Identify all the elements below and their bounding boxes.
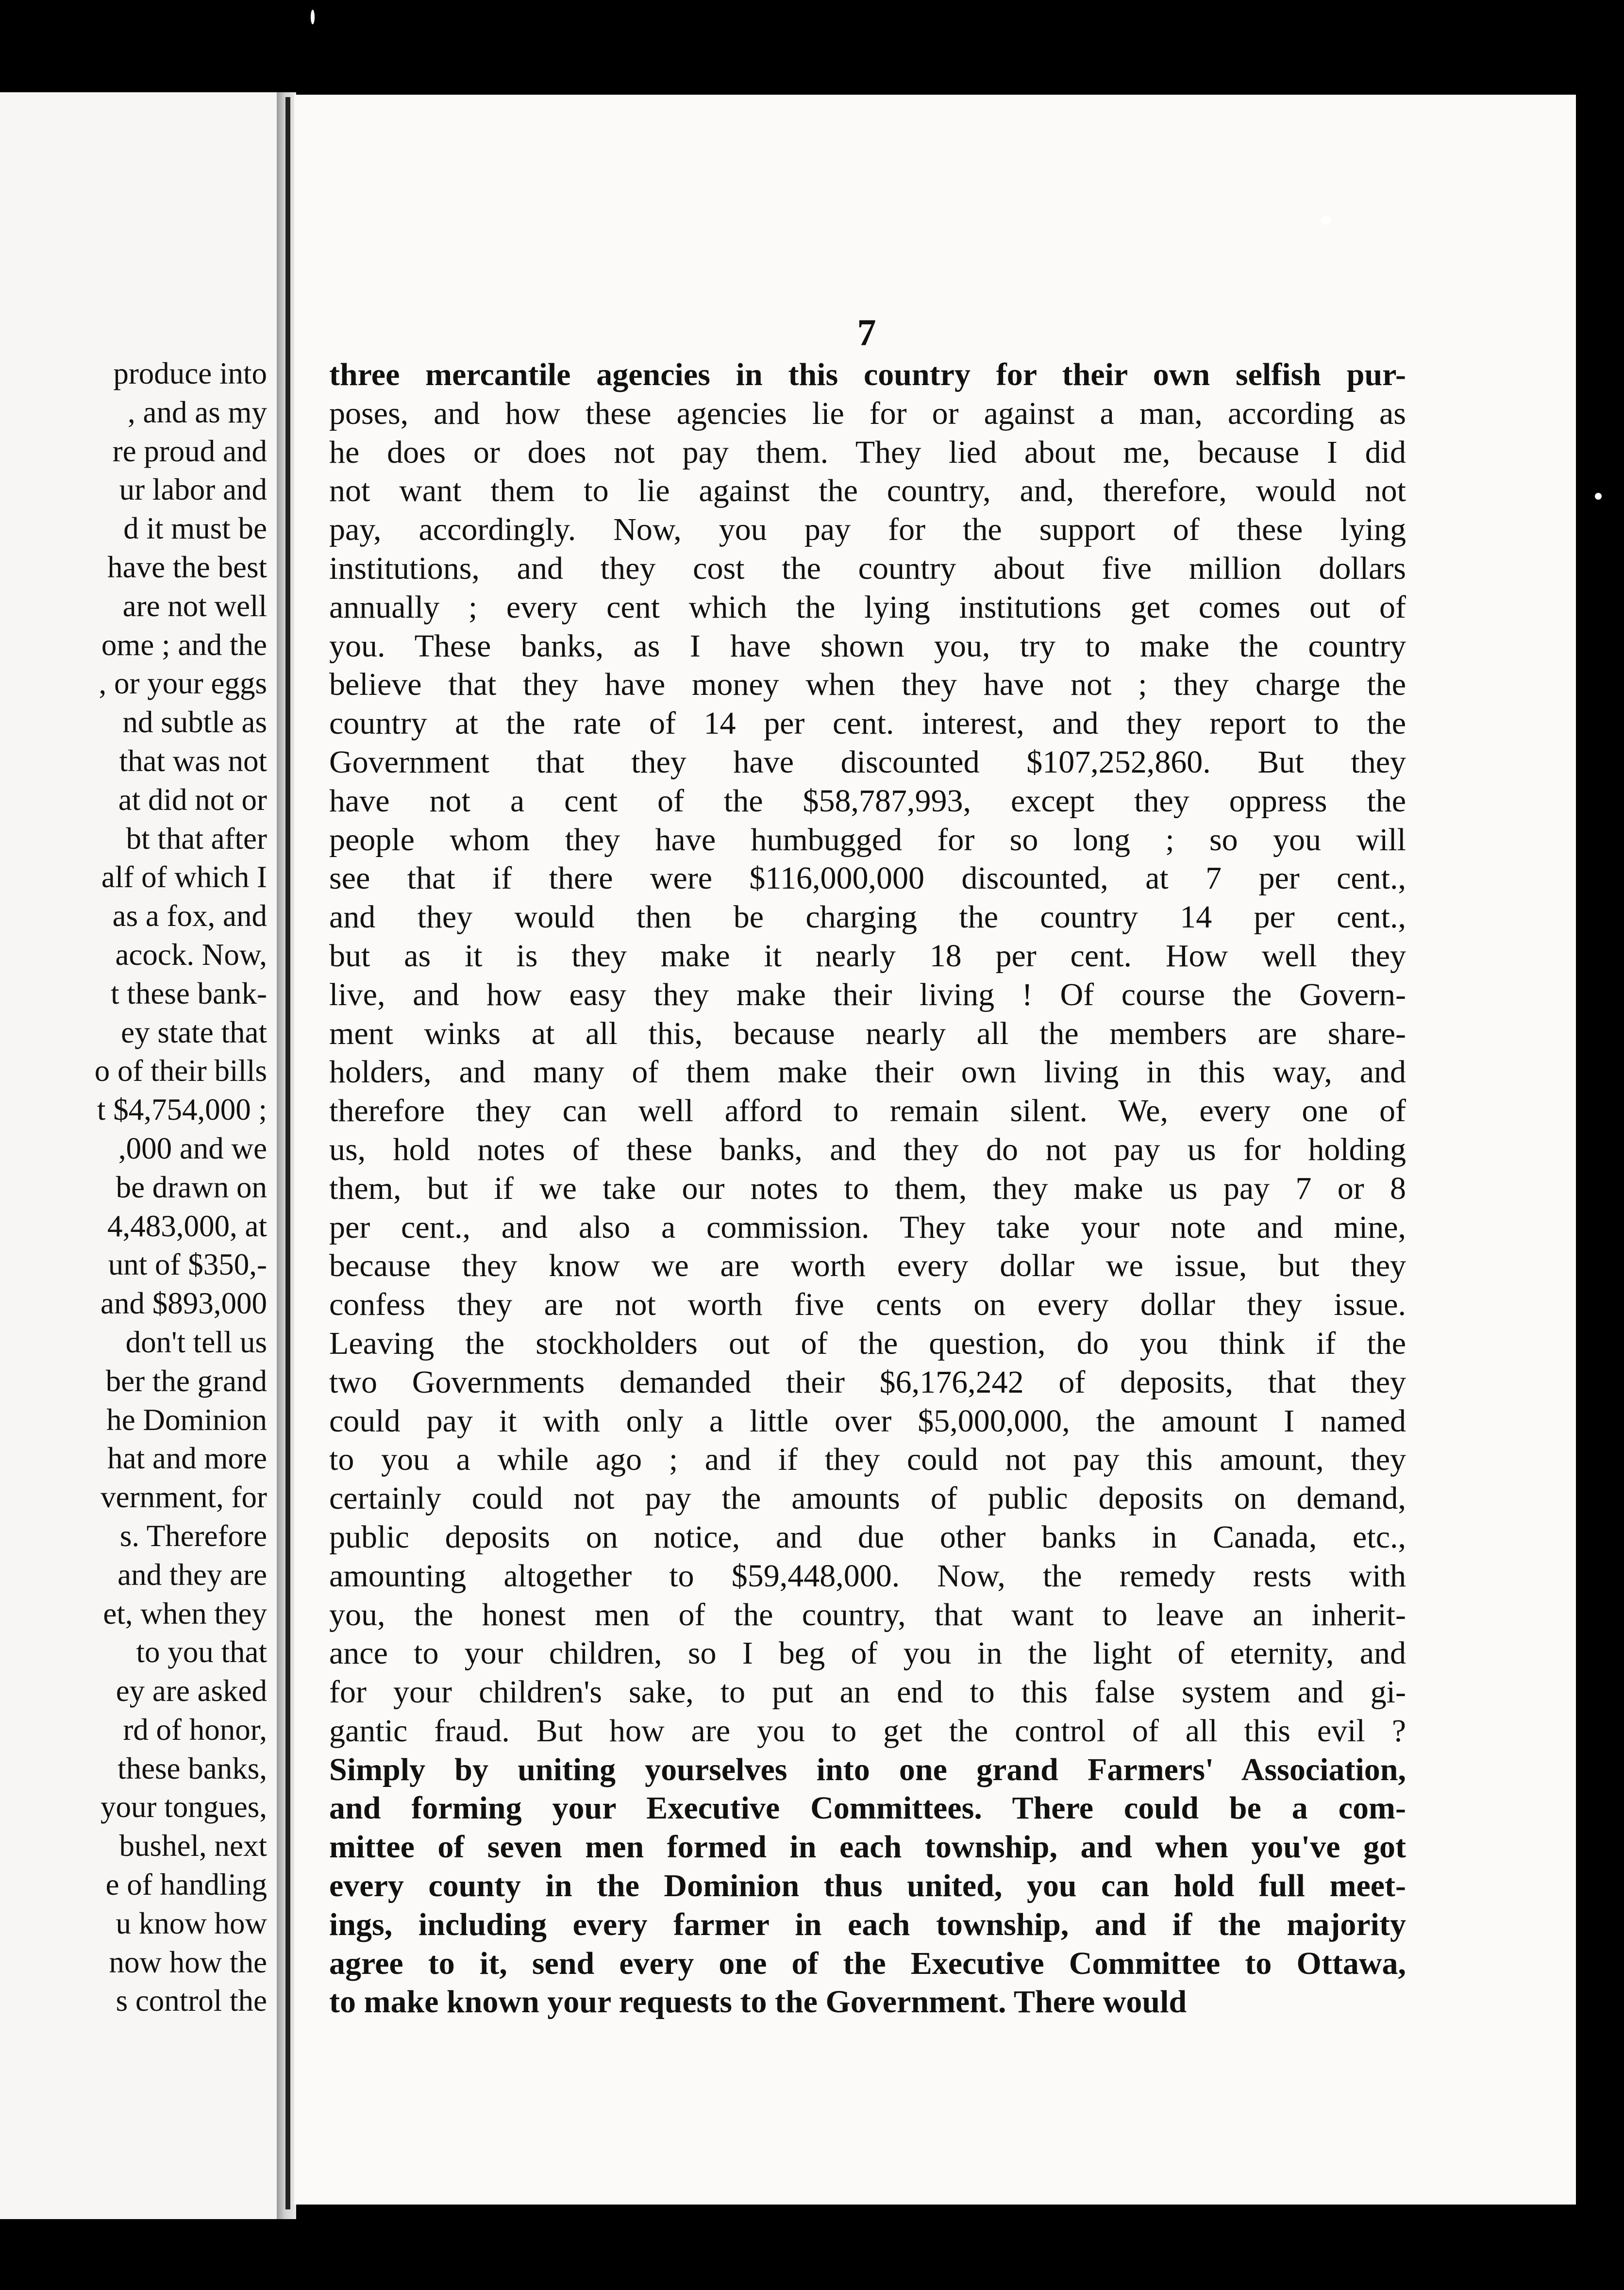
text-line: see that if there were $116,000,000 discounted, at 7 per cent.,: [329, 860, 1406, 896]
text-line: you. These banks, as I have shown you, try to make the country: [329, 628, 1406, 664]
scan-speck: [311, 10, 315, 24]
previous-page-line: s. Therefore: [119, 1518, 267, 1553]
text-line: for your children's sake, to put an end to this false system and gi-: [329, 1674, 1406, 1710]
previous-page-line: produce into: [113, 356, 267, 390]
previous-page-line: et, when they: [103, 1596, 267, 1631]
text-line: pay, accordingly. Now, you pay for the support of these lying: [329, 512, 1406, 548]
text-line: therefore they can well afford to remain silent. We, every one of: [329, 1093, 1406, 1129]
previous-page-line: as a fox, and: [112, 899, 267, 933]
text-line: agree to it, send every one of the Executive Committee to Ottawa,: [329, 1945, 1406, 1981]
text-line: institutions, and they cost the country about five million dollars: [329, 550, 1406, 586]
previous-page-line: ey are asked: [116, 1674, 267, 1708]
text-line: ment winks at all this, because nearly all the members are share-: [329, 1015, 1406, 1051]
previous-page-line: be drawn on: [116, 1170, 267, 1204]
previous-page-line: d it must be: [123, 511, 267, 546]
text-line: but as it is they make it nearly 18 per cent. How well they: [329, 938, 1406, 974]
previous-page-line: bt that after: [126, 821, 267, 856]
previous-page-text: [0, 354, 267, 2021]
previous-page-line: ur labor and: [119, 472, 267, 507]
text-line: have not a cent of the $58,787,993, except they oppress the: [329, 783, 1406, 819]
text-line: he does or does not pay them. They lied about me, because I did: [329, 434, 1406, 470]
previous-page-line: ey state that: [121, 1015, 267, 1049]
previous-page-line: have the best: [107, 550, 267, 584]
previous-page-line: bushel, next: [119, 1829, 267, 1863]
text-line: public deposits on notice, and due other banks in Canada, etc.,: [329, 1519, 1406, 1555]
previous-page-line: s control the: [116, 1984, 267, 2018]
previous-page-line: re proud and: [112, 434, 267, 468]
text-line: every county in the Dominion thus united, you can hold full meet-: [329, 1868, 1406, 1904]
text-line: us, hold notes of these banks, and they do not pay us for holding: [329, 1131, 1406, 1167]
scan-speck: [1595, 493, 1602, 500]
previous-page-line: that was not: [119, 743, 267, 778]
previous-page-fragment: [0, 92, 277, 2219]
text-line: annually ; every cent which the lying institutions get comes out of: [329, 589, 1406, 625]
text-line: poses, and how these agencies lie for or against a man, according as: [329, 395, 1406, 431]
text-line: could pay it with only a little over $5,000,000, the amount I named: [329, 1403, 1406, 1439]
previous-page-line: now how the: [109, 1945, 267, 1979]
previous-page-line: hat and more: [107, 1441, 267, 1476]
previous-page-line: , and as my: [128, 395, 267, 429]
previous-page-line: ome ; and the: [101, 627, 267, 662]
text-line: not want them to lie against the country, and, therefore, would not: [329, 473, 1406, 509]
previous-page-line: don't tell us: [125, 1325, 267, 1359]
text-line: believe that they have money when they have not ; they charge the: [329, 667, 1406, 703]
previous-page-line: and $893,000: [100, 1286, 267, 1321]
text-line: certainly could not pay the amounts of public deposits on demand,: [329, 1481, 1406, 1516]
text-line: Government that they have discounted $107,252,860. But they: [329, 744, 1406, 780]
text-line: amounting altogether to $59,448,000. Now, the remedy rests with: [329, 1558, 1406, 1594]
previous-page-line: acock. Now,: [115, 937, 267, 972]
previous-page-line: he Dominion: [106, 1402, 267, 1437]
text-line: ings, including every farmer in each township, and if the majority: [329, 1906, 1406, 1942]
text-line: gantic fraud. But how are you to get the control of all this evil ?: [329, 1713, 1406, 1749]
text-line: and they would then be charging the country 14 per cent.,: [329, 899, 1406, 935]
text-line: mittee of seven men formed in each township, and when you've got: [329, 1829, 1406, 1865]
previous-page-line: vernment, for: [100, 1480, 267, 1515]
previous-page-line: at did not or: [118, 782, 267, 817]
text-line: because they know we are worth every dollar we issue, but they: [329, 1248, 1406, 1284]
binding-line: [285, 97, 290, 2209]
previous-page-line: nd subtle as: [122, 705, 267, 740]
previous-page-line: these banks,: [117, 1751, 267, 1785]
previous-page-line: and they are: [117, 1557, 267, 1592]
text-line: them, but if we take our notes to them, they make us pay 7 or 8: [329, 1170, 1406, 1206]
previous-page-line: t $4,754,000 ;: [97, 1093, 267, 1127]
previous-page-line: to you that: [136, 1635, 267, 1669]
text-line: to you a while ago ; and if they could not pay this amount, they: [329, 1442, 1406, 1478]
text-line: holders, and many of them make their own living in this way, and: [329, 1054, 1406, 1090]
text-line: confess they are not worth five cents on every dollar they issue.: [329, 1287, 1406, 1323]
previous-page-line: are not well: [122, 589, 267, 623]
previous-page-line: u know how: [116, 1906, 267, 1940]
previous-page-line: e of handling: [105, 1868, 267, 1902]
text-line: live, and how easy they make their living ! Of course the Govern-: [329, 977, 1406, 1012]
text-line: people whom they have humbugged for so long ; so you will: [329, 822, 1406, 858]
text-line: Simply by uniting yourselves into one grand Farmers' Association,: [329, 1751, 1406, 1787]
previous-page-line: ,000 and we: [118, 1131, 267, 1165]
previous-page-line: alf of which I: [101, 860, 267, 894]
body-text: [329, 355, 1406, 2021]
previous-page-line: , or your eggs: [99, 666, 267, 701]
page-number: 7: [857, 311, 876, 354]
previous-page-line: rd of honor,: [123, 1712, 267, 1747]
text-line: to make known your requests to the Government. There would: [329, 1984, 1187, 2020]
previous-page-line: 4,483,000, at: [107, 1209, 267, 1243]
previous-page-line: your tongues,: [100, 1790, 267, 1824]
text-line: country at the rate of 14 per cent. interest, and they report to the: [329, 706, 1406, 741]
previous-page-line: ber the grand: [105, 1364, 267, 1398]
text-line: ance to your children, so I beg of you in the light of eternity, and: [329, 1635, 1406, 1671]
text-line: you, the honest men of the country, that want to leave an inherit-: [329, 1597, 1406, 1633]
text-line: Leaving the stockholders out of the question, do you think if the: [329, 1325, 1406, 1361]
text-line: three mercantile agencies in this country for their own selfish pur-: [329, 357, 1406, 392]
scan-speck: [1321, 216, 1331, 225]
previous-page-line: t these bank-: [111, 976, 267, 1010]
text-line: and forming your Executive Committees. There could be a com-: [329, 1790, 1406, 1826]
previous-page-line: unt of $350,-: [108, 1247, 267, 1282]
text-line: two Governments demanded their $6,176,242 of deposits, that they: [329, 1364, 1406, 1400]
previous-page-line: o of their bills: [94, 1054, 267, 1088]
text-line: per cent., and also a commission. They take your note and mine,: [329, 1209, 1406, 1245]
